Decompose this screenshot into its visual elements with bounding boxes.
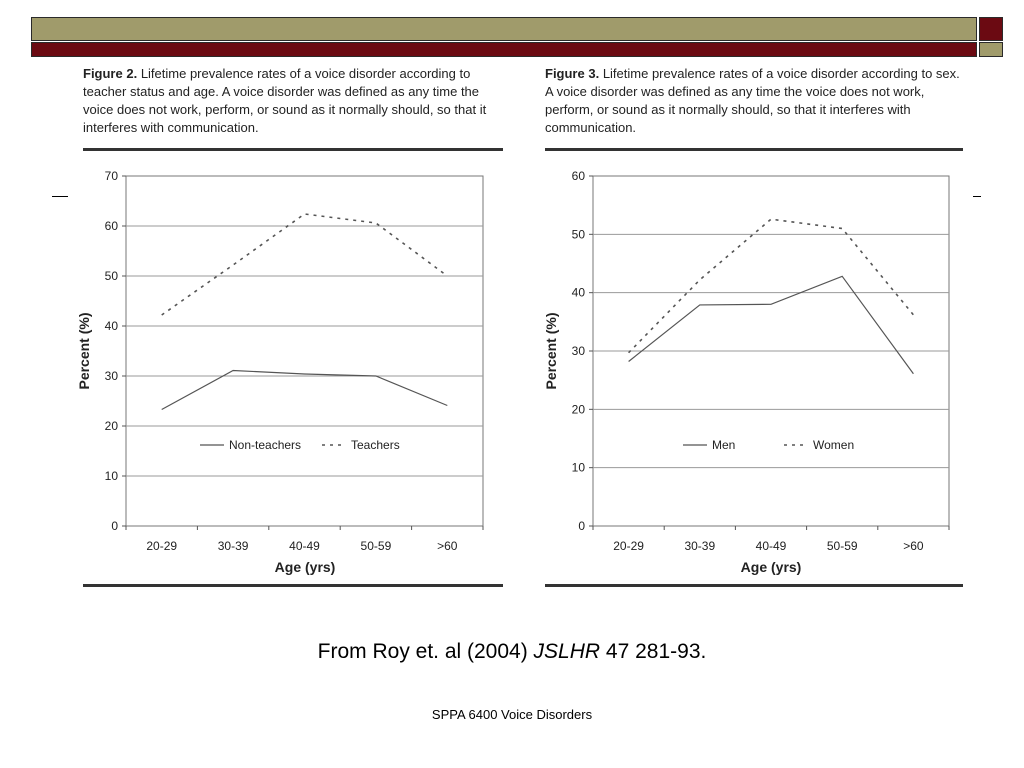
x-tick-label: 30-39: [684, 539, 716, 553]
y-tick-label: 70: [104, 169, 118, 183]
legend-label: Men: [712, 438, 736, 452]
figure3-caption-text: Lifetime prevalence rates of a voice disorder according to sex. A voice disorder was defined as any time the voice does not work, perform, or sound as it normally should, so that it interferes with communication.: [545, 66, 960, 135]
x-tick-label: >60: [437, 539, 458, 553]
figure2-caption-text: Lifetime prevalence rates of a voice disorder according to teacher status and age. A voice disorder was defined as any time the voice does not work, perform, or sound as it normally should, so that it interferes with communication.: [83, 66, 487, 135]
y-tick-label: 0: [578, 519, 585, 533]
legend-label: Teachers: [351, 438, 400, 452]
y-tick-label: 20: [571, 402, 585, 417]
y-tick-label: 40: [104, 319, 118, 333]
y-tick-label: 40: [571, 285, 585, 300]
y-tick-label: 30: [571, 344, 585, 358]
x-axis-title: Age (yrs): [740, 559, 802, 575]
y-tick-label: 50: [104, 269, 118, 283]
citation: [0, 640, 1024, 664]
legend-label: Women: [813, 438, 855, 452]
x-tick-label: 20-29: [146, 539, 178, 553]
y-tick-label: 60: [104, 219, 118, 233]
x-tick-label: 50-59: [826, 539, 858, 553]
y-tick-label: 30: [104, 369, 118, 383]
x-tick-label: 40-49: [755, 539, 787, 553]
citation-journal: JSLHR: [533, 640, 601, 663]
y-axis-title: Percent (%): [543, 312, 559, 390]
x-tick-label: 40-49: [289, 539, 320, 553]
x-tick-label: 20-29: [613, 539, 644, 553]
x-tick-label: 30-39: [217, 539, 249, 553]
slide-footer: SPPA 6400 Voice Disorders: [431, 707, 593, 722]
citation-suffix: 47 281-93.: [600, 640, 707, 663]
y-tick-label: 10: [104, 469, 118, 483]
figure2-caption-label: Figure 2.: [83, 66, 138, 81]
y-tick-label: 60: [571, 169, 585, 183]
y-tick-label: 50: [571, 227, 585, 242]
legend-label: Non-teachers: [229, 438, 302, 452]
y-tick-label: 20: [104, 419, 118, 433]
figure3-caption-label: Figure 3.: [545, 66, 600, 81]
x-axis-title: Age (yrs): [274, 559, 336, 575]
y-tick-label: 0: [111, 519, 118, 533]
y-axis-title: Percent (%): [76, 312, 92, 390]
y-tick-label: 10: [571, 460, 585, 475]
x-tick-label: >60: [903, 539, 924, 553]
citation-prefix: From Roy et. al (2004): [317, 640, 534, 663]
x-tick-label: 50-59: [360, 539, 392, 553]
